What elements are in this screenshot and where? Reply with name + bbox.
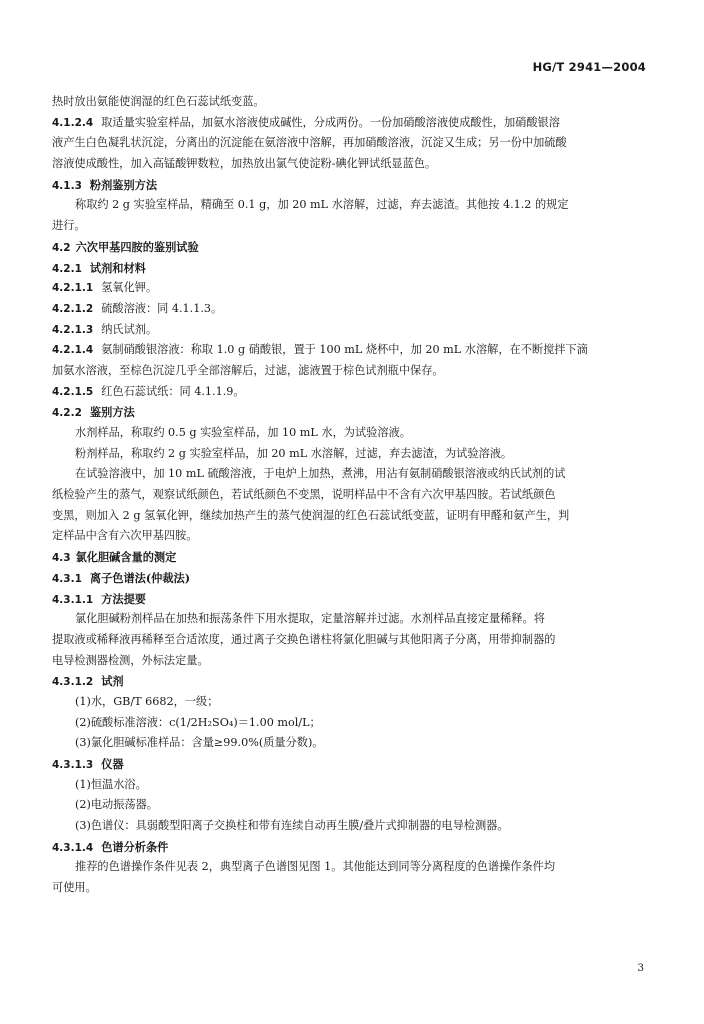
clause-number: 4.2.1.3 xyxy=(52,323,94,336)
line-text: (3)色谱仪：具弱酸型阳离子交换柱和带有连续自动再生膜/叠片式抑制器的电导检测器。 xyxy=(75,819,509,833)
text-line xyxy=(52,630,652,651)
line-text: 硫酸溶液：同 4.1.1.3。 xyxy=(101,301,223,315)
line-text: 称取约 2 g 实验室样品，精确至 0.1 g，加 20 mL 水溶解，过滤，弃去滤渣。其他按 4.1.2 的规定 xyxy=(75,198,569,212)
text-line xyxy=(52,795,652,816)
clause-line xyxy=(52,113,652,134)
clause-heading: 鉴别方法 xyxy=(89,405,135,420)
clause-line xyxy=(52,837,652,858)
text-line xyxy=(52,485,652,506)
text-line xyxy=(52,526,652,547)
line-text: 水剂样品，称取约 0.5 g 实验室样品，加 10 mL 水，为试验溶液。 xyxy=(75,426,411,439)
text-line xyxy=(52,857,652,878)
clause-number: 4.3 xyxy=(52,552,71,565)
clause-heading: 离子色谱法(仲裁法) xyxy=(89,570,190,585)
clause-number: 4.2.1.1 xyxy=(52,282,94,295)
text-line xyxy=(52,651,652,672)
line-text: 氨制硝酸银溶液：称取 1.0 g 硝酸银，置于 100 mL 烧杯中，加 20 mL 水溶解，在不断搅拌下滴 xyxy=(101,343,588,357)
clause-number: 4.2.1.2 xyxy=(52,302,94,315)
line-text: 氢氧化钾。 xyxy=(101,281,158,295)
clause-line xyxy=(52,589,652,610)
clause-heading: 粉剂鉴别方法 xyxy=(89,177,158,192)
line-text: 提取液或稀释液再稀释至合适浓度，通过离子交换色谱柱将氯化胆碱与其他阳离子分离，用带抑制器的 xyxy=(52,632,556,646)
clause-line xyxy=(52,402,652,423)
text-line xyxy=(52,216,652,237)
line-text: 液产生白色凝乳状沉淀，分离出的沉淀能在氨溶液中溶解，再加硝酸溶液，沉淀又生成；另一份中加硫酸 xyxy=(52,136,567,150)
clause-line xyxy=(52,754,652,775)
clause-line xyxy=(52,320,652,341)
line-text: 定样品中含有六次甲基四胺。 xyxy=(52,529,198,543)
line-text: (3)氯化胆碱标准样品：含量≥99.0%(质量分数)。 xyxy=(75,736,324,750)
line-text: 在试验溶液中，加 10 mL 硫酸溶液，于电炉上加热，煮沸，用沾有氨制硝酸银溶液或纳氏试剂的试 xyxy=(75,467,566,481)
text-line xyxy=(52,464,652,485)
clause-heading: 试剂和材料 xyxy=(89,260,146,275)
clause-line xyxy=(52,671,652,692)
line-text: 推荐的色谱操作条件见表 2，典型离子色谱图见图 1。其他能达到同等分离程度的色谱操作条件均 xyxy=(75,860,556,874)
clause-number: 4.2.2 xyxy=(52,407,82,420)
text-line xyxy=(52,878,652,899)
text-line xyxy=(52,816,652,837)
text-line xyxy=(52,92,652,113)
clause-line xyxy=(52,258,652,279)
clause-number: 4.2.1 xyxy=(52,262,82,275)
clause-number: 4.1.2.4 xyxy=(52,116,94,129)
line-text: 变黑，则加入 2 g 氢氧化钾，继续加热产生的蒸气使润湿的红色石蕊试纸变蓝，证明有甲醛和氨产生，判 xyxy=(52,508,570,522)
clause-line xyxy=(52,382,652,403)
line-text: 粉剂样品，称取约 2 g 实验室样品，加 20 mL 水溶解，过滤，弃去滤渣，为试验溶液。 xyxy=(75,446,513,460)
clause-line xyxy=(52,547,652,568)
clause-number: 4.2.1.5 xyxy=(52,385,94,398)
page-number: 3 xyxy=(637,962,644,974)
clause-line xyxy=(52,299,652,320)
clause-number: 4.2.1.4 xyxy=(52,344,94,357)
document-body xyxy=(52,92,652,899)
line-text: 纸检验产生的蒸气，观察试纸颜色，若试纸颜色不变黑，说明样品中不含有六次甲基四胺。若试纸颜色 xyxy=(52,488,556,502)
line-text: (2)硫酸标准溶液：c(1/2H₂SO₄)＝1.00 mol/L； xyxy=(75,715,321,729)
line-text: (1)恒温水浴。 xyxy=(75,777,147,791)
clause-number: 4.3.1.4 xyxy=(52,841,94,854)
line-text: 氯化胆碱粉剂样品在加热和振荡条件下用水提取，定量溶解并过滤。水剂样品直接定量稀释。将 xyxy=(75,612,545,626)
text-line xyxy=(52,692,652,713)
clause-heading: 方法提要 xyxy=(101,591,146,606)
line-text: 可使用。 xyxy=(52,881,97,895)
clause-heading: 试剂 xyxy=(101,674,124,689)
text-line xyxy=(52,713,652,734)
line-text: 红色石蕊试纸：同 4.1.1.9。 xyxy=(101,384,245,398)
clause-heading: 六次甲基四胺的鉴别试验 xyxy=(75,239,199,254)
clause-number: 4.3.1 xyxy=(52,572,82,585)
clause-heading: 氯化胆碱含量的测定 xyxy=(75,550,177,565)
text-line xyxy=(52,133,652,154)
line-text: (2)电动振荡器。 xyxy=(75,798,158,812)
text-line xyxy=(52,506,652,527)
text-line xyxy=(52,444,652,465)
line-text: 热时放出氨能使润湿的红色石蕊试纸变蓝。 xyxy=(52,95,265,108)
text-line xyxy=(52,423,652,444)
clause-line xyxy=(52,340,652,361)
text-line xyxy=(52,775,652,796)
line-text: 进行。 xyxy=(52,219,86,233)
line-text: (1)水，GB/T 6682，一级； xyxy=(75,694,219,708)
standard-number: HG/T 2941—2004 xyxy=(532,60,646,74)
line-text: 纳氏试剂。 xyxy=(101,322,158,336)
line-text: 加氨水溶液，至棕色沉淀几乎全部溶解后，过滤，滤液置于棕色试剂瓶中保存。 xyxy=(52,363,444,377)
clause-number: 4.3.1.2 xyxy=(52,676,94,689)
text-line xyxy=(52,733,652,754)
clause-line xyxy=(52,278,652,299)
text-line xyxy=(52,361,652,382)
line-text: 取适量实验室样品，加氨水溶液使成碱性，分成两份。一份加硝酸溶液使成酸性，加硝酸银溶 xyxy=(101,115,560,129)
clause-line xyxy=(52,568,652,589)
line-text: 电导检测器检测，外标法定量。 xyxy=(52,653,209,667)
clause-number: 4.2 xyxy=(52,241,71,254)
clause-number: 4.3.1.1 xyxy=(52,593,94,606)
clause-number: 4.1.3 xyxy=(52,179,82,192)
text-line xyxy=(52,609,652,630)
clause-line xyxy=(52,237,652,258)
text-line xyxy=(52,195,652,216)
clause-line xyxy=(52,175,652,196)
text-line xyxy=(52,154,652,175)
line-text: 溶液使成酸性，加入高锰酸钾数粒，加热放出氯气使淀粉-碘化钾试纸显蓝色。 xyxy=(52,157,437,171)
clause-heading: 色谱分析条件 xyxy=(101,839,169,854)
clause-heading: 仪器 xyxy=(101,757,124,771)
clause-number: 4.3.1.3 xyxy=(52,759,94,771)
